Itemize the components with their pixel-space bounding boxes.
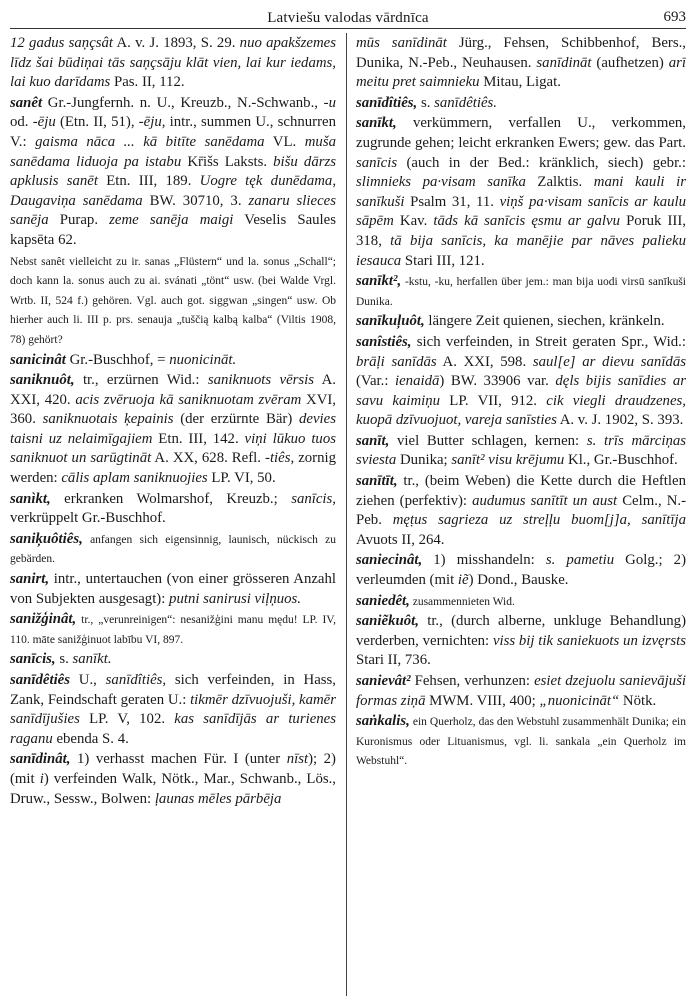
dictionary-entry — [10, 570, 336, 609]
headword: sanievât² — [356, 673, 411, 689]
entry-text: Pas. II, 112. — [110, 74, 185, 91]
dictionary-entry — [356, 612, 686, 671]
dictionary-entry — [356, 114, 686, 271]
example-text: slimnieks pa·visam sanīka — [356, 174, 526, 191]
dictionary-entry — [356, 432, 686, 471]
entry-text: Stari II, 736. — [356, 652, 431, 669]
example-text: tāds kā sanīcis ęsmu ar galvu — [433, 213, 620, 230]
entry-text: U., — [70, 672, 106, 688]
headword: sanīdêtiês — [10, 672, 71, 688]
example-text: sanīdêtiês. — [434, 94, 498, 111]
right-column — [356, 33, 686, 996]
headword: saṅkalis, — [356, 713, 410, 730]
example-text: esiet dzejuolu sanievājuši formas ziņā — [356, 673, 686, 709]
entry-text: Etn. III, 142. — [152, 430, 245, 447]
entry-text: 1) verhasst machen Für. I (unter — [70, 751, 287, 768]
example-text: sanīt² — [451, 452, 485, 469]
entry-text: MWM. VIII, 400; — [425, 692, 540, 709]
headword: sanicinât — [10, 351, 66, 368]
example-text: ienaidā — [395, 373, 440, 390]
entry-text: intr., summen U., schnurren V.: — [10, 114, 336, 150]
entry-text: zornig werden: — [10, 450, 336, 487]
entry-text: LP. V, 102. — [79, 711, 175, 728]
entry-text: LP. VI, 50. — [207, 470, 276, 487]
example-text: tā bija sanīcis, ka manējie par nāves palieku iesauca — [356, 232, 686, 269]
headword: sanīdinât, — [10, 751, 71, 768]
entry-text: ); 2) (mit — [10, 751, 336, 787]
headword: sanižģinât, — [10, 611, 77, 628]
entry-text: tr., erzürnen Wid.: — [74, 372, 208, 389]
example-text: cālis aplam saniknuojies — [61, 470, 208, 487]
entry-text: ebenda S. 4. — [52, 730, 129, 747]
entry-text: Jürg., Fehsen, Schibbenhof, Bers., Dunika, N.-Peb., Neuhausen. — [356, 35, 686, 71]
headword: saniedêt, — [356, 592, 410, 609]
entry-text: erkranken Wolmarshof, Kreuzb.; — [50, 490, 292, 507]
example-text: viņš pa·visam sanīcis ar kaulu sāpēm — [356, 193, 686, 230]
dictionary-entry — [356, 712, 686, 771]
headword: sanīt, — [356, 432, 390, 449]
example-text: -u — [323, 94, 336, 111]
headword: sanīkuļuôt, — [356, 313, 425, 330]
entry-text: ) BW. 33906 var. — [439, 373, 556, 390]
dictionary-entry — [10, 252, 336, 350]
entry-text: Dunika; — [396, 452, 452, 469]
example-text: acis zvēruoja kā saniknuotam zvēram — [75, 391, 302, 408]
entry-text: ) verfeinden Walk, Nötk., Mar., Schwanb., Lös., Druw., Sessw., Bolwen: — [10, 770, 336, 807]
entry-text: Kl., Gr.-Buschhof. — [564, 452, 678, 469]
example-text: audumus sanītīt un aust — [472, 492, 618, 509]
example-text: kas sanīdījās ar turienes raganu — [10, 711, 336, 747]
dictionary-entry — [356, 333, 686, 431]
example-text: tikmēr dzīvuojuši, kamēr sanīdījušies — [10, 691, 336, 728]
column-divider — [346, 33, 347, 996]
example-text: tiês, — [269, 450, 295, 467]
headword: saniķuôtiês, — [10, 530, 83, 547]
example-text: nuo apakšzemes līdz šai būdiņai tās saņçsāju klāt vien, lai kur iedams, lai kuo darīdams — [10, 35, 336, 91]
entry-text: Stari III, 121. — [401, 252, 485, 269]
example-text: mani kauli ir sanīkuši — [356, 174, 686, 210]
dictionary-entry — [356, 672, 686, 711]
entry-text: tr., (beim Weben) die Kette durch die Heftlen ziehen (perfektiv): — [356, 473, 686, 509]
entry-text: viel Butter schlagen, kernen: — [389, 432, 587, 449]
example-text: nīst — [286, 751, 309, 768]
example-text: arī meitu pret saimnieku — [356, 54, 686, 91]
entry-text: s. — [55, 651, 73, 668]
entry-text: s. — [417, 94, 435, 111]
example-text: nuonicināt. — [169, 351, 237, 368]
entry-text: -kstu, -ku, herfallen über jem.: man bija uodi virsū sanīkuši Dunika. — [356, 276, 686, 308]
example-text: sanīcis — [356, 154, 398, 171]
entry-text: anfangen sich eigensinnig, launisch, nückisch zu gebärden. — [10, 533, 336, 566]
example-text: saniknuots vērsis — [207, 372, 315, 389]
example-text: i — [39, 770, 44, 787]
entry-text: längere Zeit quienen, siechen, kränkeln. — [424, 313, 665, 330]
entry-text: VL. — [264, 133, 305, 150]
entry-text: sich verfeinden, in Streit geraten Spr., Wid.: — [411, 333, 686, 350]
entry-text: A. XXI, 598. — [436, 353, 533, 370]
example-text: sanīdināt — [536, 54, 592, 71]
headword: sanītīt, — [356, 473, 398, 490]
entry-text: Etn. III, 189. — [98, 173, 200, 190]
entry-text: Celm., N.-Peb. — [356, 492, 686, 529]
headword: sanīdîtiês, — [356, 94, 418, 111]
entry-text: zusammennieten Wid. — [409, 595, 515, 608]
entry-text: tr., „verunreinigen“: nesanižģini manu mędu! LP. IV, 110. māte sanižģinuot labību VI, 897. — [10, 614, 336, 646]
example-text: męṭus sagrieza uz streļļu buom[j]a, sanītīja — [392, 512, 686, 529]
dictionary-entry — [356, 272, 686, 311]
dictionary-entry — [10, 530, 336, 569]
entry-text: A. v. J. 1902, S. 393. — [556, 412, 684, 429]
entry-text: A. v. J. 1893, S. 29. — [113, 35, 240, 51]
example-text: sanīdîtiês, — [105, 672, 167, 688]
example-text: 12 gadus saņçsât — [10, 35, 114, 51]
example-text: -ēju, — [138, 114, 166, 131]
entry-text: verkümmern, verfallen U., verkommen, zugrunde gehen; leicht erkranken Ewers; gew. das Part. — [356, 115, 686, 151]
example-text: viņi lūkuo tuos saniknuot un sarūgtināt — [10, 430, 336, 467]
headword: sanìkt, — [10, 490, 51, 507]
entry-text: tr., (durch alberne, unkluge Behandlung) verderben, vernichten: — [356, 613, 686, 649]
entry-text: sich verfeinden, in Hass, Zank, Feindschaft geraten U.: — [10, 672, 336, 708]
page-number: 693 — [663, 9, 686, 25]
example-text: Uogre tęk dunēdama, Daugaviņa sanēdama — [10, 173, 336, 209]
entry-text: Zalktis. — [525, 174, 594, 191]
entry-text: Avuots II, 264. — [356, 531, 445, 548]
entry-text: A. XXI, 420. — [10, 372, 336, 408]
example-text: sanīcis, — [291, 490, 336, 507]
headword: saniẽkuôt, — [356, 613, 419, 630]
entry-text: intr., untertauchen (von einer grösseren Anzahl von Subjekten ausgesagt): — [10, 571, 336, 607]
headword: sanêt — [10, 94, 43, 111]
dictionary-entry — [10, 371, 336, 489]
entry-text: (Var.: — [356, 373, 395, 390]
headword: sanīkt², — [356, 273, 402, 290]
headword: sanîstiês, — [356, 333, 412, 350]
dictionary-entry — [356, 472, 686, 550]
dictionary-entry — [356, 312, 686, 332]
example-text: bišu dārzs apklusis sanēt — [10, 153, 336, 190]
example-text: putni sanirusi viļņuos. — [169, 590, 301, 607]
entry-text: LP. VII, 912. — [440, 392, 547, 409]
dictionary-entry — [10, 34, 336, 93]
headword: sanīkt, — [356, 115, 397, 132]
running-title: Latviešu valodas vārdnīca — [267, 10, 429, 26]
dictionary-entry — [10, 671, 336, 749]
dictionary-entry — [356, 551, 686, 590]
entry-text: Kr̄išs Laksts. — [181, 153, 274, 170]
example-text: cik viegli draudzenes, kuopā dzīvuojuot, vareja sanīsties — [356, 392, 686, 429]
dictionary-entry — [10, 610, 336, 649]
example-text: dęls bijis sanīdies ar savu kaimiņu — [356, 373, 686, 409]
example-text: gaisma nāca ... kā bitīte sanēdama — [35, 133, 265, 150]
entry-text: Poruk III, 318, — [356, 213, 686, 249]
entry-text: Gr.-Jungfernh. n. U., Kreuzb., N.-Schwanb., — [42, 94, 324, 111]
entry-text: od. — [10, 114, 33, 131]
entry-text: Gr.-Buschhof, = — [65, 351, 170, 368]
headword: sanīcis, — [10, 651, 56, 668]
left-column — [10, 33, 336, 996]
example-text: zeme sanēja maigi — [109, 212, 234, 229]
dictionary-entry — [10, 750, 336, 809]
entry-text: Nötk. — [619, 692, 657, 709]
entry-text: Veselis Saules kapsēta 62. — [10, 212, 336, 248]
dictionary-entry — [10, 94, 336, 251]
entry-text: (Etn. II, 51), — [55, 114, 139, 131]
example-text: ļaunas mēles pārbēja — [154, 790, 282, 807]
dictionary-entry — [356, 592, 686, 612]
entry-text: Kav. — [393, 213, 434, 230]
entry-text: (auch in der Bed.: kränklich, siech) gebr.: — [397, 154, 686, 171]
example-text: saniknuotais ķepainis — [42, 411, 174, 428]
example-text: „nuonicināt“ — [539, 692, 620, 709]
dictionary-entry — [10, 490, 336, 529]
example-text: s. trīs mārciņas sviesta — [356, 432, 686, 469]
entry-text: Fehsen, verhunzen: — [410, 673, 535, 689]
entry-text: ) Dond., Bauske. — [468, 572, 569, 589]
example-text: mūs sanīdināt — [356, 35, 447, 51]
entry-text: XVI, 360. — [10, 391, 336, 428]
entry-text: (aufhetzen) — [591, 54, 669, 71]
entry-text: ein Querholz, das den Webstuhl zusammenhält Dunika; ein Kuronismus oder Lituanismus, vgl. li. sankala „ein Querholz im Webstuhl“. — [356, 716, 686, 768]
entry-text: BW. 30710, 3. — [142, 192, 249, 209]
example-text: -ēju — [32, 114, 56, 131]
dictionary-entry — [356, 34, 686, 93]
example-text: brāļi sanīdās — [356, 353, 437, 370]
example-text: muša sanēdama liduoja pa istabu — [10, 133, 336, 170]
example-text: visu krējumu — [488, 452, 565, 469]
headword: sanirt, — [10, 571, 50, 588]
example-text: iẽ — [457, 572, 469, 589]
headword: saniecinât, — [356, 552, 423, 569]
running-header — [10, 6, 686, 29]
example-text: zanaru slieces sanēja — [10, 192, 336, 229]
entry-text: Golg.; 2) verleumden (mit — [356, 552, 686, 589]
dictionary-entry — [10, 650, 336, 670]
entry-text: Psalm 31, 11. — [404, 193, 500, 210]
example-text: viss bij tik saniekuots un izvęrsts — [492, 632, 686, 649]
entry-text: A. XX, 628. Refl. - — [151, 450, 270, 467]
dictionary-entry — [356, 94, 686, 114]
example-text: sanīkt. — [72, 651, 112, 668]
example-text: saul[e] ar dievu sanīdās — [532, 353, 686, 370]
entry-text: Nebst sanêt vielleicht zu ir. sanas „Flüstern“ und la. sonus „Schall“; doch kann la. sonus auch zu ai. svánati „tönt“ usw. (bei Walde Vrgl. Wrtb. II, 524 f.) gehören. Vgl. auch got. siggwan „singen“ usw. Ob hierher auch li. III p. prs. senauja „tuščią kalbą kalba“ (Viltis 1908, 78) gehört? — [10, 255, 336, 346]
example-text: s. pametiu — [545, 552, 615, 569]
entry-text: Mitau, Ligat. — [479, 74, 561, 91]
example-text: devies taisni uz nelaimīgajiem — [10, 411, 336, 447]
entry-text: Purap. — [48, 212, 110, 229]
entry-text: verkrüppelt Gr.-Buschhof. — [10, 510, 166, 527]
entry-text: (der erzürnte Bär) — [173, 411, 300, 428]
entry-text: 1) misshandeln: — [422, 552, 546, 569]
headword: saniknuôt, — [10, 372, 75, 389]
dictionary-entry — [10, 351, 336, 371]
